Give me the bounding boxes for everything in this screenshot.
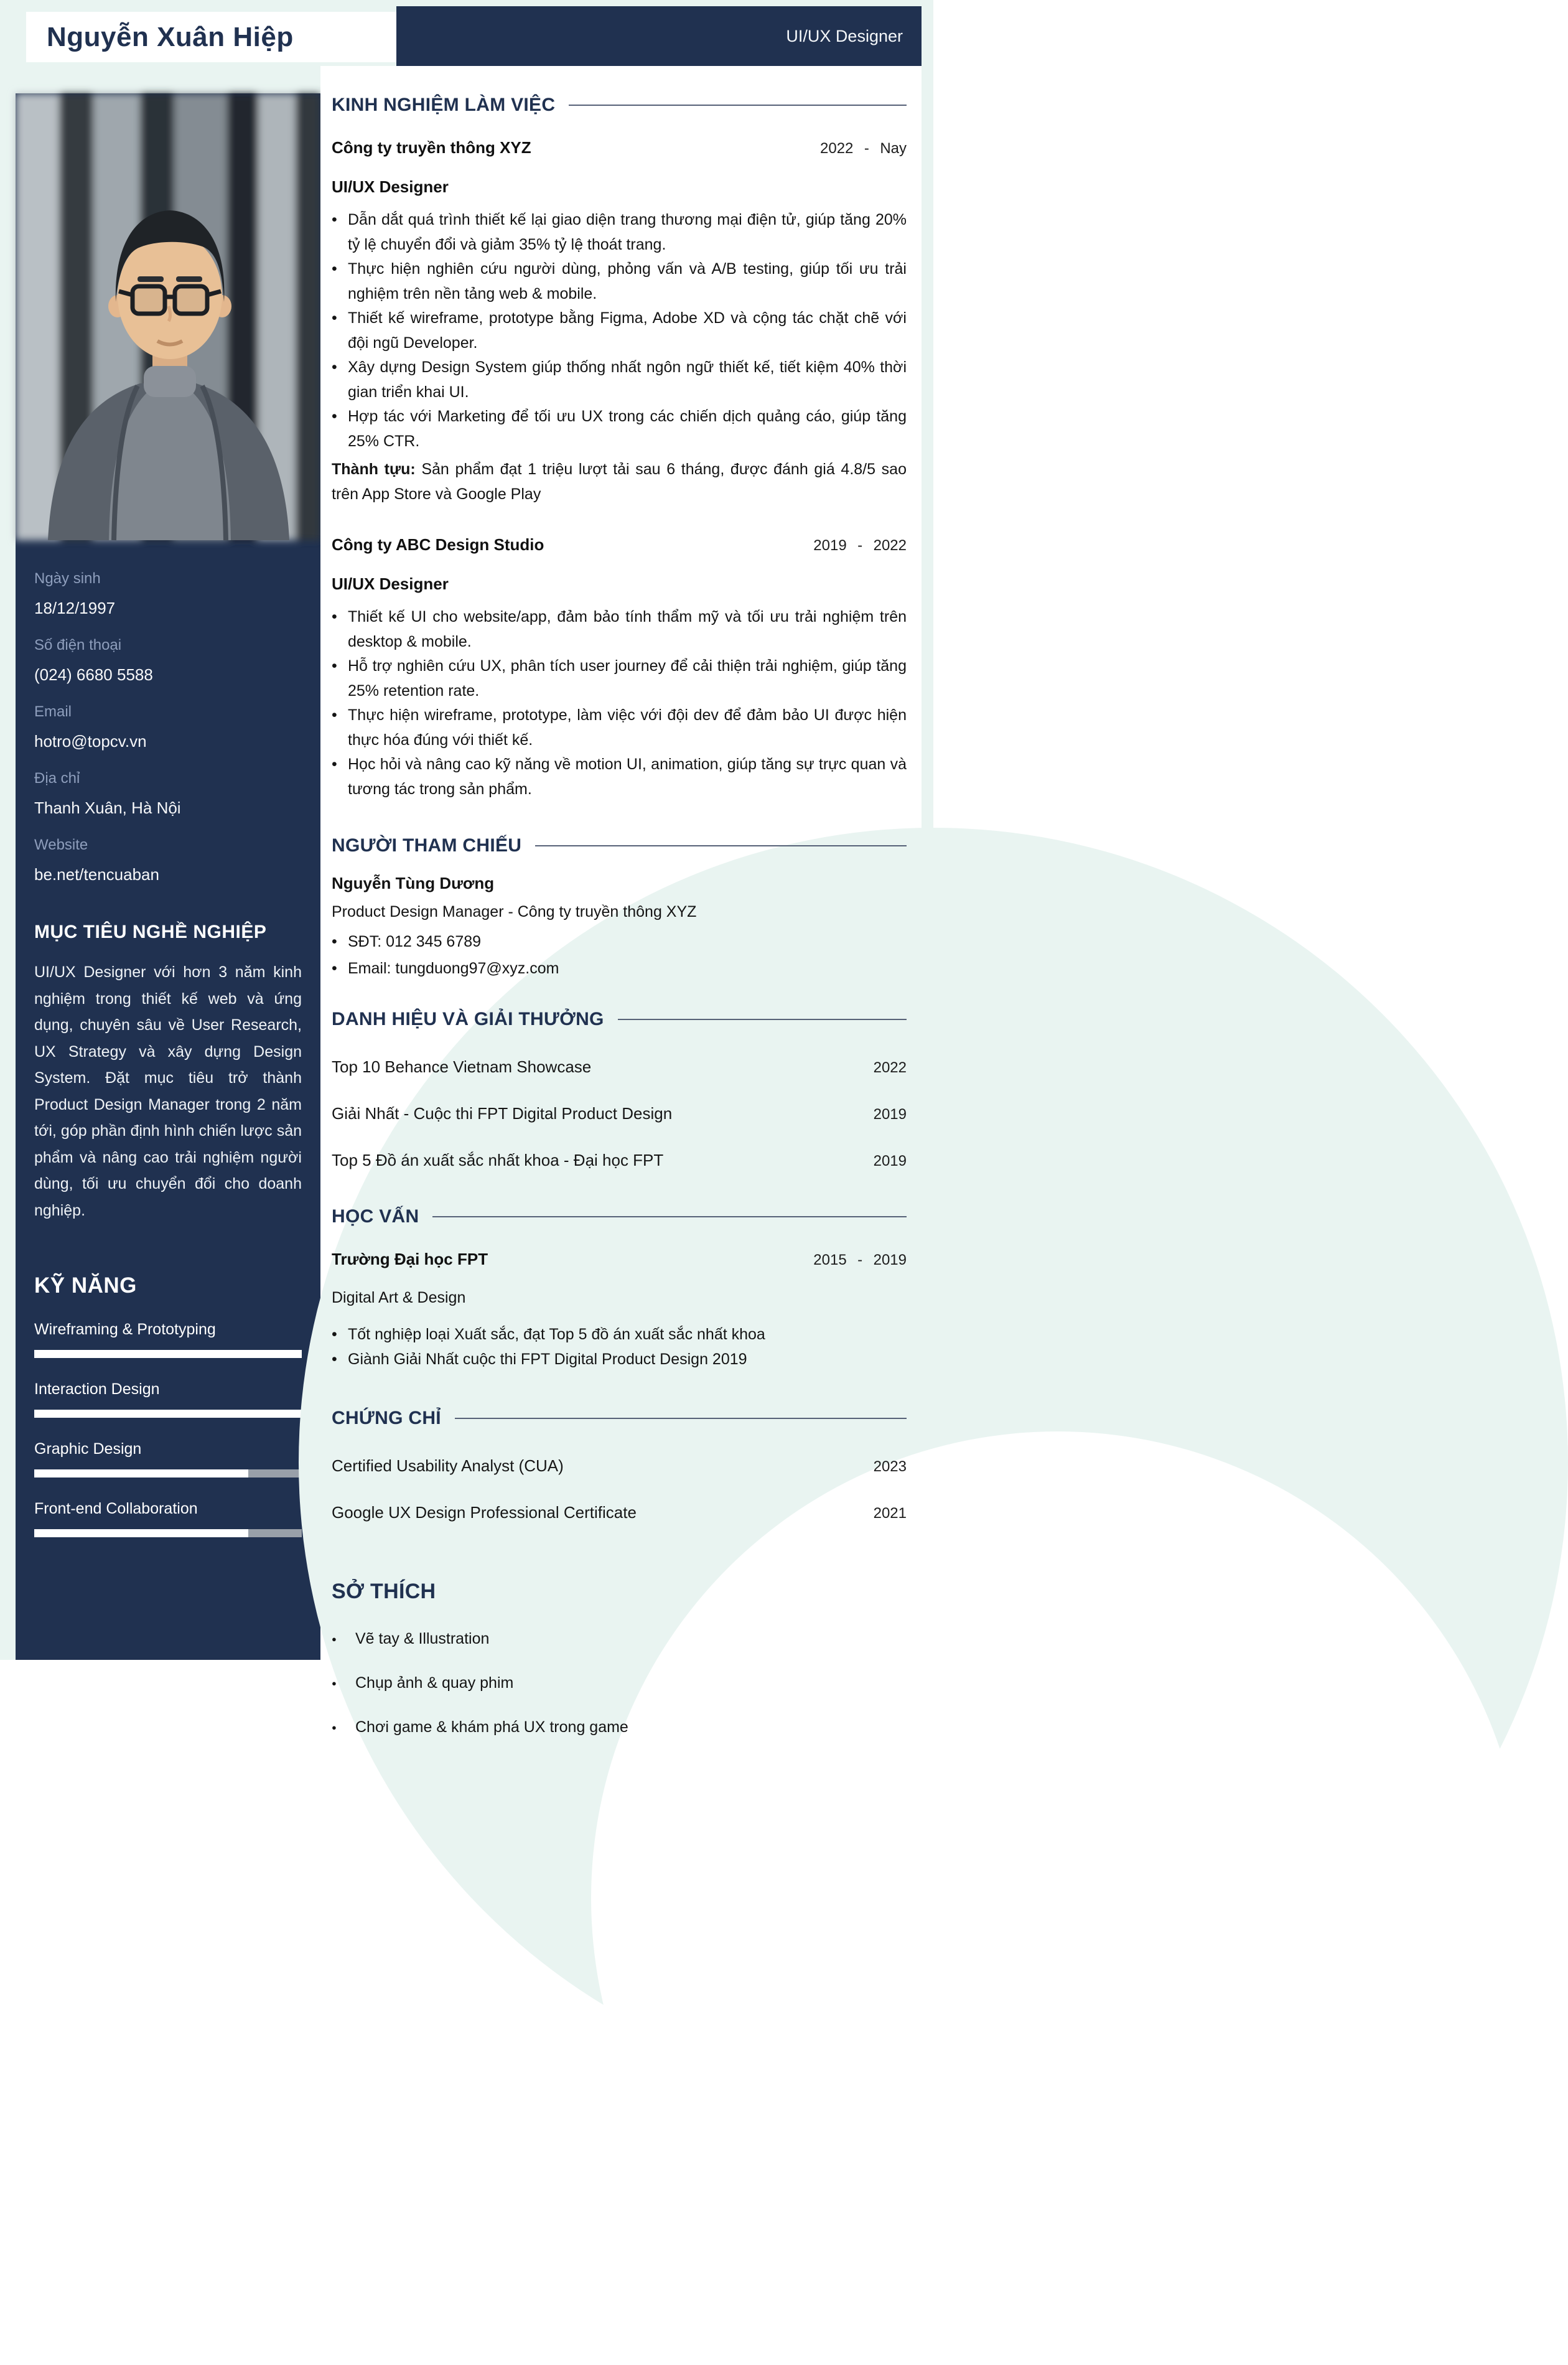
hobby-item: ● Chơi game & khám phá UX trong game [332,1718,907,1736]
reference-name: Nguyễn Tùng Dương [332,874,495,892]
job-title-text: UI/UX Designer [786,26,903,45]
objective-title: MỤC TIÊU NGHỀ NGHIỆP [34,922,267,942]
job-role: UI/UX Designer [332,574,449,593]
skill-bar [34,1529,302,1537]
award-row [332,1057,907,1077]
job-bullet: • Thực hiện wireframe, prototype, làm việc với đội dev để đảm bảo UI được hiện thực hóa đúng với thiết kế. [332,703,907,752]
award-name: Giải Nhất - Cuộc thi FPT Digital Product Design [332,1104,673,1123]
section-title: KINH NGHIỆM LÀM VIỆC [332,95,556,115]
skill-bar-fill [34,1410,302,1418]
certificate-row [332,1456,907,1476]
section-title: CHỨNG CHỈ [332,1408,441,1428]
skills-title: KỸ NĂNG [34,1273,137,1298]
sidebar [16,93,320,1660]
section-rule [432,1216,907,1217]
certificate-name: Google UX Design Professional Certificate [332,1503,637,1522]
award-row [332,1151,907,1170]
education-period: 2015 - 2019 [813,1252,907,1268]
job-bullet: • Hợp tác với Marketing để tối ưu UX trong các chiến dịch quảng cáo, giúp tăng 25% CTR. [332,405,907,454]
section-title: HỌC VẤN [332,1206,419,1227]
contact-value-address: Thanh Xuân, Hà Nội [34,798,181,817]
company-name: Công ty ABC Design Studio [332,535,544,554]
skill-name: Interaction Design [34,1380,160,1398]
job-role: UI/UX Designer [332,177,449,196]
contact-value-website: be.net/tencuaban [34,865,159,884]
education-bullets [332,1322,907,1372]
education-bullet: • Tốt nghiệp loại Xuất sắc, đạt Top 5 đồ án xuất sắc nhất khoa [332,1322,907,1347]
skill-bar-fill [34,1350,302,1358]
contact-value-birthday: 18/12/1997 [34,599,116,617]
skill-bar [34,1469,302,1478]
achievement-text: Sản phẩm đạt 1 triệu lượt tải sau 6 tháng, được đánh giá 4.8/5 sao trên App Store và Google Play [332,461,907,503]
contact-value-phone: (024) 6680 5588 [34,665,153,684]
education-header [332,1250,907,1269]
section-references [332,835,907,856]
skill-name: Front-end Collaboration [34,1500,198,1517]
contact-label-website: Website [34,836,88,853]
job-achievement [332,457,907,507]
section-rule [618,1019,907,1020]
job-bullets [332,208,907,454]
job-bullet: • Xây dựng Design System giúp thống nhất ngôn ngữ thiết kế, tiết kiệm 40% thời gian triển khai UI. [332,355,907,405]
award-year: 2019 [873,1153,907,1169]
skill-item [34,1321,302,1358]
section-experience [332,95,907,116]
job-bullets [332,605,907,802]
section-hobbies [332,1580,907,1604]
section-certificates [332,1408,907,1429]
certificate-row [332,1503,907,1522]
company-name: Công ty truyền thông XYZ [332,138,531,157]
school-name: Trường Đại học FPT [332,1250,488,1268]
certificate-name: Certified Usability Analyst (CUA) [332,1456,564,1475]
certificate-year: 2021 [873,1505,907,1522]
education-major: Digital Art & Design [332,1289,466,1306]
contact-value-email: hotro@topcv.vn [34,732,147,751]
job-bullet: • Thiết kế wireframe, prototype bằng Figma, Adobe XD và cộng tác chặt chẽ với đội ngũ Developer. [332,306,907,355]
objective-text: UI/UX Designer với hơn 3 năm kinh nghiệm trong thiết kế web và ứng dụng, chuyên sâu về User Research, UX Strategy và xây dựng Design System. Đặt mục tiêu trở thành Product Design Manager trong 2 năm tới, góp phần định hình chiến lược sản phẩm và nâng cao trải nghiệm người dùng, tối ưu chuyển đổi cho doanh nghiệp. [34,963,302,1219]
award-name: Top 10 Behance Vietnam Showcase [332,1057,592,1076]
award-year: 2022 [873,1059,907,1076]
cv-page [0,0,933,1736]
job-bullet: • Hỗ trợ nghiên cứu UX, phân tích user journey để cải thiện trải nghiệm, giúp tăng 25% retention rate. [332,654,907,703]
skill-item [34,1380,302,1418]
skill-bar [34,1350,302,1358]
contact-label-birthday: Ngày sinh [34,570,101,587]
job-header [332,138,907,157]
section-title: NGƯỜI THAM CHIẾU [332,835,522,856]
award-year: 2019 [873,1106,907,1123]
skill-name: Graphic Design [34,1440,142,1458]
section-title: SỞ THÍCH [332,1580,436,1603]
job-title-badge [396,6,922,66]
job-bullet: • Thực hiện nghiên cứu người dùng, phỏng vấn và A/B testing, giúp tối ưu trải nghiệm trên nền tảng web & mobile. [332,257,907,306]
hobby-item: ● Vẽ tay & Illustration [332,1630,907,1648]
education-bullet: • Giành Giải Nhất cuộc thi FPT Digital Product Design 2019 [332,1347,907,1372]
section-education [332,1206,907,1227]
job-period: 2022 - Nay [820,140,907,157]
profile-photo [16,93,320,540]
hobby-item: ● Chụp ảnh & quay phim [332,1674,907,1692]
certificate-year: 2023 [873,1458,907,1475]
job-bullet: • Dẫn dắt quá trình thiết kế lại giao diện trang thương mại điện tử, giúp tăng 20% tỷ lệ chuyển đổi và giảm 35% tỷ lệ thoát trang. [332,208,907,257]
section-rule [569,105,907,106]
section-rule [455,1418,907,1419]
reference-position: Product Design Manager - Công ty truyền thông XYZ [332,903,697,920]
job-bullet: • Thiết kế UI cho website/app, đảm bảo tính thẩm mỹ và tối ưu trải nghiệm trên desktop & mobile. [332,605,907,654]
award-row [332,1104,907,1123]
contact-label-email: Email [34,703,72,720]
contact-label-phone: Số điện thoại [34,637,122,653]
job-bullet: • Học hỏi và nâng cao kỹ năng về motion UI, animation, giúp tăng sự trực quan và tương tác trong sản phẩm. [332,752,907,802]
section-title: DANH HIỆU VÀ GIẢI THƯỞNG [332,1009,604,1029]
section-rule [535,845,907,846]
reference-phone: • SĐT: 012 345 6789 [332,929,907,955]
achievement-label: Thành tựu: [332,461,416,478]
main-column [320,66,922,1736]
job-period: 2019 - 2022 [813,537,907,554]
skill-bar-fill [34,1469,248,1478]
reference-email: • Email: tungduong97@xyz.com [332,955,907,982]
section-awards [332,1009,907,1030]
skill-name: Wireframing & Prototyping [34,1321,216,1338]
skill-item [34,1440,302,1478]
reference-details [332,929,907,981]
contact-label-address: Địa chỉ [34,770,80,787]
candidate-name: Nguyễn Xuân Hiệp [47,21,294,52]
skill-bar-fill [34,1529,248,1537]
award-name: Top 5 Đồ án xuất sắc nhất khoa - Đại học FPT [332,1151,664,1169]
skill-item [34,1500,302,1537]
skill-bar [34,1410,302,1418]
job-header [332,535,907,555]
